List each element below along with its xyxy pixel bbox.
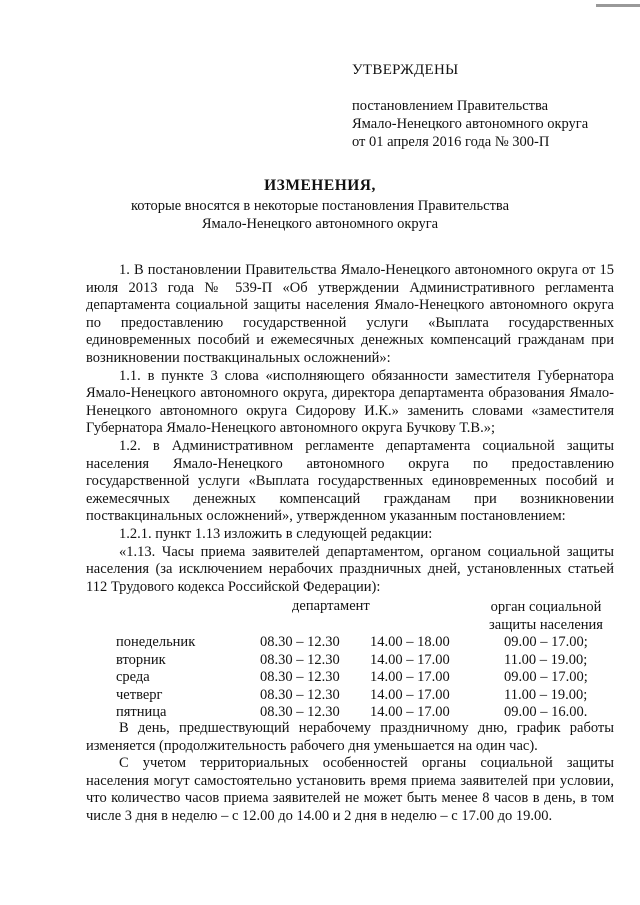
row-morning: 08.30 – 12.30	[260, 651, 340, 668]
row-organ-hours: 11.00 – 19.00;	[504, 686, 588, 703]
schedule-table	[86, 598, 614, 722]
paragraph-holiday: В день, предшествующий нерабочему праздничному дню, график работы изменяется (продолжительность рабочего дня уменьшается на один час).	[86, 720, 614, 754]
row-day: пятница	[116, 704, 167, 721]
body-lower	[86, 720, 614, 826]
approval-line-1: постановлением Правительства	[352, 98, 549, 114]
header-organ-line-2: защиты населения	[489, 617, 603, 633]
row-afternoon: 14.00 – 17.00	[370, 651, 450, 668]
header-organ	[486, 598, 606, 634]
paragraph-1-2: 1.2. в Административном регламенте департамента социальной защиты населения Ямало-Ненецкого автономного округа по предоставлению государственной услуги «Выплата государственных единовременных пособий и ежемесячных денежных компенсаций гражданам при возникновении поствакцинальных осложнений», утвержденном указанным постановлением:	[86, 437, 614, 525]
row-day: четверг	[116, 686, 163, 703]
row-afternoon: 14.00 – 18.00	[370, 634, 450, 650]
paragraph-1-13: «1.13. Часы приема заявителей департаментом, органом социальной защиты населения (за исключением нерабочих праздничных дней, установленных статьей 112 Трудового кодекса Российской Федерации):	[86, 543, 614, 595]
paragraph-1-1: 1.1. в пункте 3 слова «исполняющего обязанности заместителя Губернатора Ямало-Ненецкого автономного округа, директора департамента образования Ямало-Ненецкого автономного округа Сидорову И.К.» заменить словами «заместителя Губернатора Ямало-Ненецкого автономного округа Бучкову Т.В.»;	[86, 367, 614, 437]
row-day: вторник	[116, 651, 166, 668]
row-morning: 08.30 – 12.30	[260, 704, 340, 721]
header-department: департамент	[292, 598, 370, 614]
document-title	[0, 177, 640, 233]
row-morning: 08.30 – 12.30	[260, 634, 340, 650]
header-organ-line-1: орган социальной	[490, 599, 602, 615]
approval-block	[352, 62, 588, 151]
title-main: ИЗМЕНЕНИЯ,	[264, 177, 376, 194]
body-upper	[86, 262, 614, 596]
row-morning: 08.30 – 12.30	[260, 686, 340, 703]
row-organ-hours: 09.00 – 17.00;	[504, 669, 588, 686]
row-organ-hours: 09.00 – 16.00.	[504, 704, 588, 721]
schedule-row	[86, 687, 614, 705]
row-day: среда	[116, 669, 150, 686]
approval-line-2: Ямало-Ненецкого автономного округа	[352, 116, 589, 132]
schedule-row	[86, 652, 614, 670]
approval-line-3: от 01 апреля 2016 года № 300-П	[352, 134, 550, 150]
schedule-header	[86, 598, 614, 634]
row-morning: 08.30 – 12.30	[260, 669, 340, 686]
approval-heading: УТВЕРЖДЕНЫ	[352, 62, 459, 78]
row-organ-hours: 11.00 – 19.00;	[504, 651, 588, 668]
title-sub-1: которые вносятся в некоторые постановления Правительства	[130, 198, 510, 214]
row-afternoon: 14.00 – 17.00	[370, 704, 450, 721]
schedule-row	[86, 634, 614, 652]
paragraph-territorial: С учетом территориальных особенностей органы социальной защиты населения могут самостоятельно установить время приема заявителей при условии, что количество часов приема заявителей не может быть менее 8 часов в день, в том числе 3 дня в неделю – с 12.00 до 14.00 и 2 дня в неделю – с 17.00 до 19.00.	[86, 755, 614, 824]
scan-mark	[596, 4, 640, 7]
row-organ-hours: 09.00 – 17.00;	[504, 634, 588, 650]
row-afternoon: 14.00 – 17.00	[370, 686, 450, 703]
row-day: понедельник	[116, 634, 196, 650]
schedule-row	[86, 669, 614, 687]
title-sub-2: Ямало-Ненецкого автономного округа	[201, 216, 439, 232]
row-afternoon: 14.00 – 17.00	[370, 669, 450, 686]
paragraph-1-2-1: 1.2.1. пункт 1.13 изложить в следующей редакции:	[119, 525, 433, 542]
paragraph-1: 1. В постановлении Правительства Ямало-Ненецкого автономного округа от 15 июля 2013 года № 539-П «Об утверждении Административного регламента департамента социальной защиты населения Ямало-Ненецкого автономного округа по предоставлению государственной услуги «Выплата государственных единовременных пособий и ежемесячных денежных компенсаций гражданам при возникновении поствакцинальных осложнений»:	[86, 262, 614, 366]
